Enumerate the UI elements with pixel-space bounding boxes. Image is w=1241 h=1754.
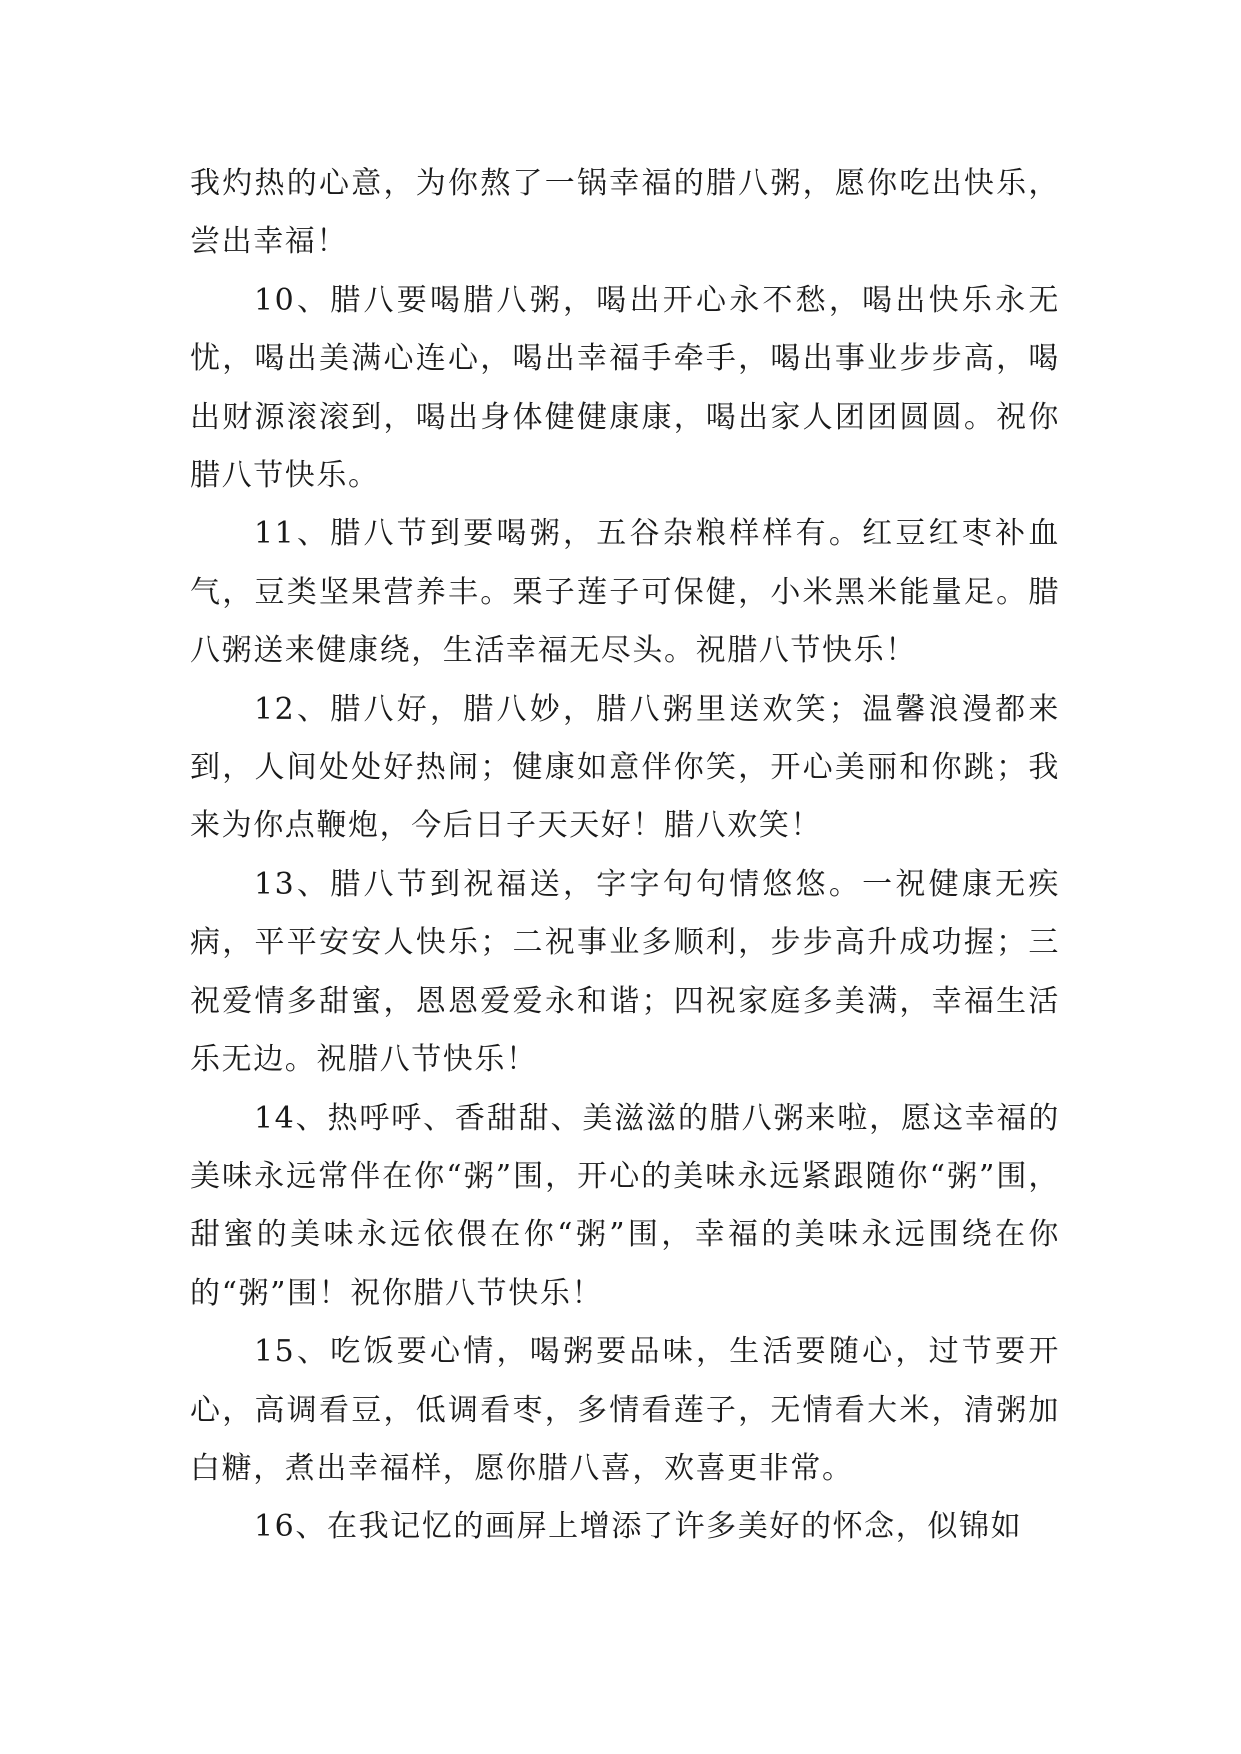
paragraph-wish-13: 13、腊八节到祝福送，字字句句情悠悠。一祝健康无疾病，平平安安人快乐；二祝事业多顺利，步步高升成功握；三祝爱情多甜蜜，恩恩爱爱永和谐；四祝家庭多美满，幸福生活乐无边。祝腊八节快乐！ — [190, 866, 1060, 1078]
paragraph-wish-11: 11、腊八节到要喝粥，五谷杂粮样样有。红豆红枣补血气，豆类坚果营养丰。栗子莲子可保健，小米黑米能量足。腊八粥送来健康绕，生活幸福无尽头。祝腊八节快乐！ — [190, 516, 1060, 669]
paragraph-continuation: 我灼热的心意，为你熬了一锅幸福的腊八粥，愿你吃出快乐，尝出幸福！ — [190, 166, 1060, 260]
paragraph-wish-12: 12、腊八好，腊八妙，腊八粥里送欢笑；温馨浪漫都来到，人间处处好热闹；健康如意伴你笑，开心美丽和你跳；我来为你点鞭炮，今后日子天天好！腊八欢笑！ — [190, 691, 1060, 844]
document-body — [190, 155, 1060, 1557]
paragraph-wish-10: 10、腊八要喝腊八粥，喝出开心永不愁，喝出快乐永无忧，喝出美满心连心，喝出幸福手牵手，喝出事业步步高，喝出财源滚滚到，喝出身体健健康康，喝出家人团团圆圆。祝你腊八节快乐。 — [190, 282, 1060, 494]
paragraph-wish-15: 15、吃饭要心情，喝粥要品味，生活要随心，过节要开心，高调看豆，低调看枣，多情看莲子，无情看大米，清粥加白糖，煮出幸福样，愿你腊八喜，欢喜更非常。 — [190, 1334, 1060, 1486]
paragraph-wish-14: 14、热呼呼、香甜甜、美滋滋的腊八粥来啦，愿这幸福的美味永远常伴在你“粥”围，开心的美味永远紧跟随你“粥”围，甜蜜的美味永远依偎在你“粥”围，幸福的美味永远围绕在你的“粥”围！祝你腊八节快乐！ — [190, 1100, 1060, 1311]
paragraph-wish-16: 16、在我记忆的画屏上增添了许多美好的怀念，似锦如 — [254, 1509, 1023, 1545]
